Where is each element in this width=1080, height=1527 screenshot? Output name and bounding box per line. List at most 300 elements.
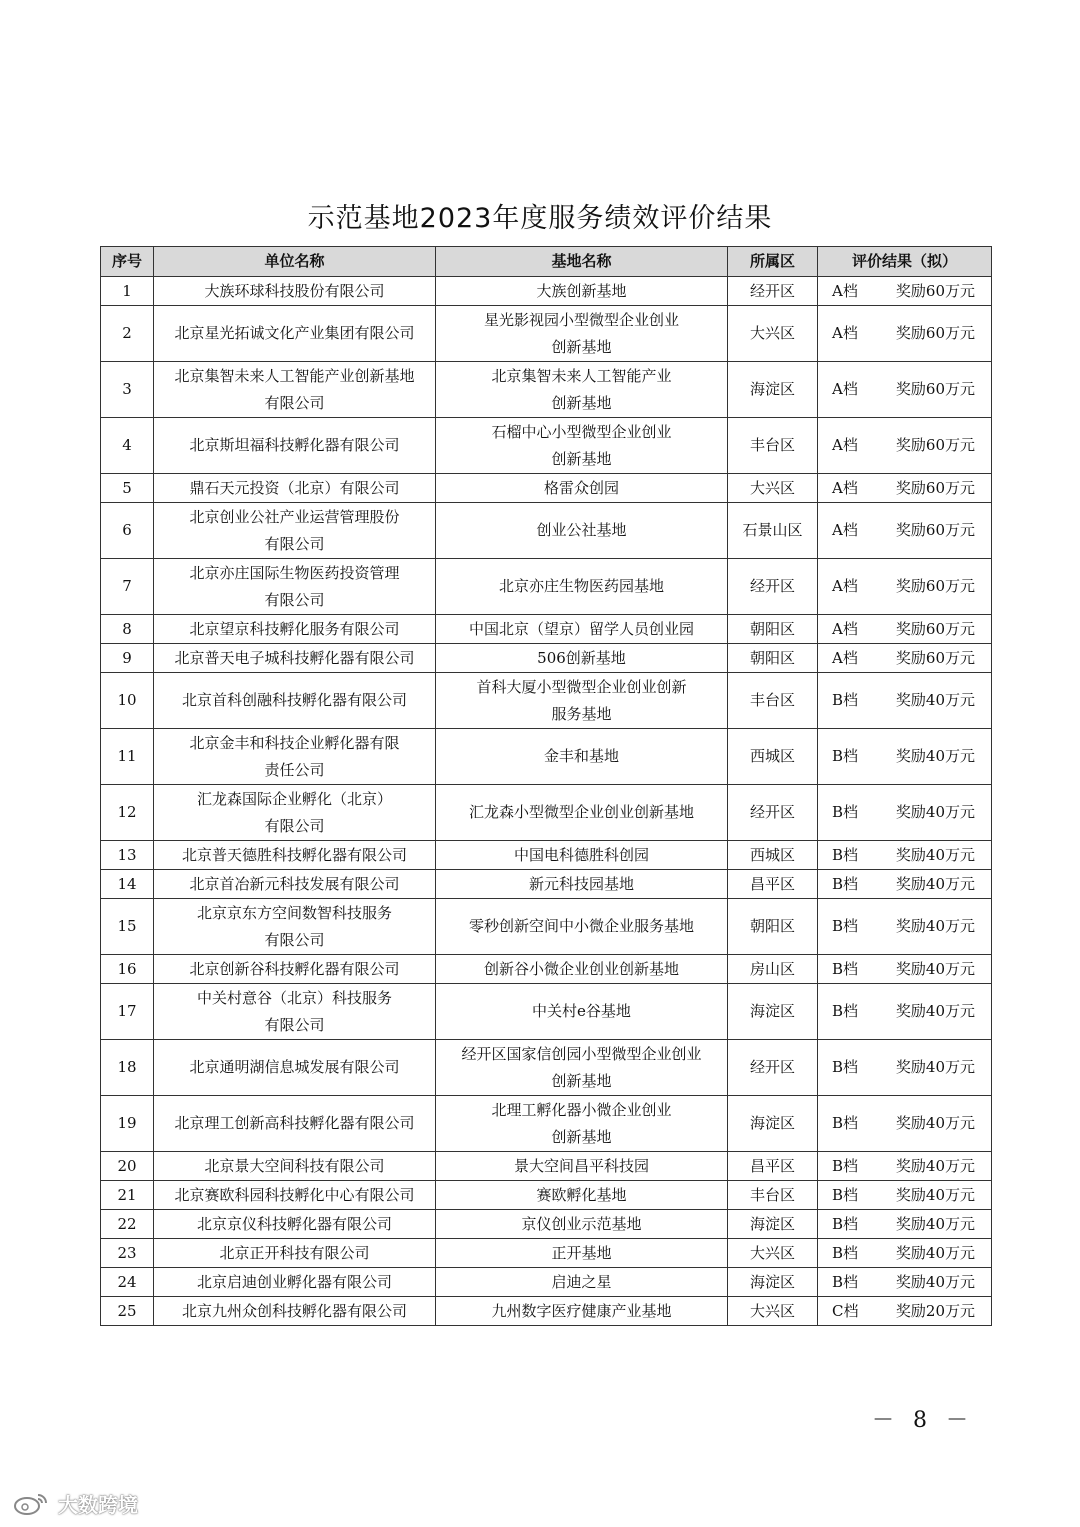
district: 石景山区 (728, 503, 818, 559)
base-name (436, 1040, 728, 1096)
table-row (101, 1268, 992, 1297)
unit-line: 大族环球科技股份有限公司 (204, 281, 385, 300)
unit-name (154, 277, 436, 306)
base-line: 中关村e谷基地 (532, 1002, 631, 1020)
result-wrap (822, 432, 987, 459)
grade: B档 (832, 1272, 859, 1291)
result-wrap (822, 1110, 987, 1137)
grade: B档 (832, 845, 859, 864)
table-row (101, 277, 992, 306)
grade: B档 (832, 959, 859, 978)
result-wrap (822, 799, 987, 826)
table-row (101, 899, 992, 955)
unit-line: 有限公司 (264, 590, 325, 609)
base-line: 新元科技园基地 (528, 874, 634, 893)
row-number: 24 (101, 1268, 154, 1297)
district: 经开区 (728, 785, 818, 841)
result-wrap (822, 871, 987, 898)
unit-line: 北京集智未来人工智能产业创新基地 (174, 366, 415, 385)
reward: 奖励40万元 (895, 1272, 975, 1291)
unit-name (154, 729, 436, 785)
evaluation-result (818, 277, 992, 306)
row-number: 9 (101, 644, 154, 673)
reward: 奖励40万元 (895, 1185, 975, 1204)
grade: B档 (832, 1002, 859, 1020)
unit-name (154, 1239, 436, 1268)
base-line: 创新基地 (551, 393, 612, 412)
row-number: 1 (101, 277, 154, 306)
unit-name (154, 984, 436, 1040)
table-header-row (101, 247, 992, 277)
table-row (101, 729, 992, 785)
reward: 奖励40万元 (895, 1214, 975, 1233)
table-row (101, 1297, 992, 1326)
result-wrap (822, 645, 987, 672)
unit-line: 北京亦庄国际生物医药投资管理 (189, 563, 400, 582)
reward: 奖励60万元 (895, 577, 975, 595)
row-number: 23 (101, 1239, 154, 1268)
district: 朝阳区 (728, 899, 818, 955)
reward: 奖励40万元 (895, 803, 975, 821)
result-wrap (822, 475, 987, 502)
base-name (436, 729, 728, 785)
row-number: 12 (101, 785, 154, 841)
row-number: 15 (101, 899, 154, 955)
reward: 奖励60万元 (895, 521, 975, 539)
base-line: 经开区国家信创园小型微型企业创业 (461, 1044, 702, 1063)
base-name (436, 1268, 728, 1297)
unit-name (154, 673, 436, 729)
base-line: 正开基地 (551, 1243, 612, 1262)
unit-line: 有限公司 (264, 534, 325, 553)
base-line: 北京集智未来人工智能产业 (491, 366, 672, 385)
table-row (101, 841, 992, 870)
unit-name (154, 306, 436, 362)
evaluation-result (818, 899, 992, 955)
unit-name (154, 1152, 436, 1181)
row-number: 7 (101, 559, 154, 615)
evaluation-result (818, 306, 992, 362)
grade: A档 (832, 436, 858, 454)
base-name (436, 841, 728, 870)
base-name (436, 1096, 728, 1152)
grade: B档 (832, 1156, 859, 1175)
row-number: 11 (101, 729, 154, 785)
base-line: 京仪创业示范基地 (521, 1214, 642, 1233)
unit-line: 鼎石天元投资（北京）有限公司 (189, 478, 400, 497)
base-line: 北京亦庄生物医药园基地 (498, 577, 664, 595)
base-name (436, 1297, 728, 1326)
grade: B档 (832, 747, 859, 765)
base-line: 九州数字医疗健康产业基地 (491, 1301, 672, 1320)
reward: 奖励40万元 (895, 1243, 975, 1262)
base-line: 创新基地 (551, 1127, 612, 1146)
grade: B档 (832, 1185, 859, 1204)
evaluation-result (818, 615, 992, 644)
base-line: 启迪之星 (551, 1272, 612, 1291)
base-line: 金丰和基地 (543, 747, 619, 765)
unit-line: 北京金丰和科技企业孵化器有限 (189, 733, 400, 752)
result-wrap (822, 573, 987, 600)
base-line: 石榴中心小型微型企业创业 (491, 422, 672, 441)
unit-name (154, 1210, 436, 1239)
base-name (436, 418, 728, 474)
grade: B档 (832, 1243, 859, 1262)
unit-line: 北京普天德胜科技孵化器有限公司 (181, 845, 407, 864)
unit-name (154, 1297, 436, 1326)
result-wrap (822, 1269, 987, 1296)
row-number: 6 (101, 503, 154, 559)
evaluation-result (818, 841, 992, 870)
base-name (436, 1239, 728, 1268)
evaluation-result (818, 474, 992, 503)
unit-line: 北京赛欧科园科技孵化中心有限公司 (174, 1185, 415, 1204)
grade: A档 (832, 648, 858, 667)
table-row (101, 474, 992, 503)
grade: A档 (832, 478, 858, 497)
result-wrap (822, 278, 987, 305)
unit-line: 北京京仪科技孵化器有限公司 (196, 1214, 392, 1233)
row-number: 5 (101, 474, 154, 503)
reward: 奖励60万元 (895, 380, 975, 398)
row-number: 8 (101, 615, 154, 644)
unit-name (154, 1040, 436, 1096)
unit-line: 北京景大空间科技有限公司 (204, 1156, 385, 1175)
base-line: 北理工孵化器小微企业创业 (491, 1100, 672, 1119)
base-line: 创新基地 (551, 449, 612, 468)
district: 海淀区 (728, 1096, 818, 1152)
evaluation-result (818, 1239, 992, 1268)
table-row (101, 418, 992, 474)
unit-line: 北京正开科技有限公司 (219, 1243, 370, 1262)
evaluation-result (818, 729, 992, 785)
unit-line: 北京理工创新高科技孵化器有限公司 (174, 1114, 415, 1132)
district: 朝阳区 (728, 644, 818, 673)
unit-name (154, 785, 436, 841)
table-row (101, 673, 992, 729)
base-line: 服务基地 (551, 704, 612, 723)
reward: 奖励40万元 (895, 1058, 975, 1076)
district: 大兴区 (728, 306, 818, 362)
table-row (101, 559, 992, 615)
grade: A档 (832, 577, 858, 595)
base-line: 零秒创新空间中小微企业服务基地 (468, 917, 694, 935)
unit-name (154, 559, 436, 615)
header-base: 基地名称 (436, 247, 728, 277)
row-number: 3 (101, 362, 154, 418)
base-name (436, 870, 728, 899)
evaluation-result (818, 1210, 992, 1239)
base-line: 景大空间昌平科技园 (513, 1156, 649, 1175)
unit-line: 有限公司 (264, 393, 325, 412)
watermark-text: 大数跨境 (58, 1493, 138, 1517)
result-wrap (822, 743, 987, 770)
unit-name (154, 644, 436, 673)
row-number: 20 (101, 1152, 154, 1181)
base-name (436, 899, 728, 955)
district: 昌平区 (728, 1152, 818, 1181)
table-row (101, 785, 992, 841)
evaluation-result (818, 503, 992, 559)
row-number: 17 (101, 984, 154, 1040)
district: 大兴区 (728, 1239, 818, 1268)
reward: 奖励60万元 (895, 324, 975, 342)
row-number: 21 (101, 1181, 154, 1210)
unit-line: 北京星光拓诚文化产业集团有限公司 (174, 324, 415, 342)
reward: 奖励60万元 (895, 648, 975, 667)
result-wrap (822, 913, 987, 940)
evaluation-result (818, 1040, 992, 1096)
result-wrap (822, 1054, 987, 1081)
reward: 奖励40万元 (895, 959, 975, 978)
table-row (101, 955, 992, 984)
unit-line: 北京望京科技孵化服务有限公司 (189, 619, 400, 638)
reward: 奖励40万元 (895, 691, 975, 709)
base-line: 创新基地 (551, 1071, 612, 1090)
evaluation-result (818, 559, 992, 615)
evaluation-result (818, 1268, 992, 1297)
watermark (12, 1489, 138, 1518)
unit-line: 北京创业公社产业运营管理股份 (189, 507, 400, 526)
reward: 奖励40万元 (895, 845, 975, 864)
evaluation-result (818, 1181, 992, 1210)
row-number: 2 (101, 306, 154, 362)
district: 昌平区 (728, 870, 818, 899)
result-wrap (822, 320, 987, 347)
base-name (436, 644, 728, 673)
evaluation-result (818, 644, 992, 673)
base-name (436, 306, 728, 362)
district: 经开区 (728, 559, 818, 615)
base-name (436, 362, 728, 418)
base-name (436, 673, 728, 729)
district: 丰台区 (728, 418, 818, 474)
base-name (436, 277, 728, 306)
result-wrap (822, 1182, 987, 1209)
table-row (101, 1096, 992, 1152)
grade: A档 (832, 380, 858, 398)
district: 大兴区 (728, 1297, 818, 1326)
district: 丰台区 (728, 1181, 818, 1210)
table-row (101, 615, 992, 644)
reward: 奖励60万元 (895, 281, 975, 300)
result-wrap (822, 376, 987, 403)
evaluation-result (818, 418, 992, 474)
base-line: 星光影视园小型微型企业创业 (483, 310, 679, 329)
table-row (101, 644, 992, 673)
row-number: 19 (101, 1096, 154, 1152)
reward: 奖励40万元 (895, 1114, 975, 1132)
evaluation-result (818, 870, 992, 899)
base-name (436, 615, 728, 644)
evaluation-result (818, 1297, 992, 1326)
table-row (101, 1210, 992, 1239)
header-result: 评价结果（拟） (818, 247, 992, 277)
grade: B档 (832, 1214, 859, 1233)
base-line: 创新基地 (551, 337, 612, 356)
unit-line: 有限公司 (264, 1015, 325, 1034)
unit-line: 汇龙森国际企业孵化（北京） (196, 789, 392, 808)
row-number: 18 (101, 1040, 154, 1096)
reward: 奖励40万元 (895, 1002, 975, 1020)
unit-name (154, 1181, 436, 1210)
base-line: 赛欧孵化基地 (536, 1185, 627, 1204)
reward: 奖励60万元 (895, 436, 975, 454)
table-row (101, 870, 992, 899)
district: 海淀区 (728, 362, 818, 418)
unit-name (154, 615, 436, 644)
base-name (436, 1181, 728, 1210)
grade: A档 (832, 521, 858, 539)
grade: B档 (832, 803, 859, 821)
reward: 奖励40万元 (895, 1156, 975, 1175)
result-wrap (822, 1211, 987, 1238)
table-row (101, 1152, 992, 1181)
evaluation-result (818, 673, 992, 729)
evaluation-result (818, 362, 992, 418)
results-table (100, 246, 992, 1326)
unit-line: 中关村意谷（北京）科技服务 (196, 988, 392, 1007)
row-number: 13 (101, 841, 154, 870)
unit-line: 北京斯坦福科技孵化器有限公司 (189, 436, 400, 454)
reward: 奖励60万元 (895, 478, 975, 497)
reward: 奖励20万元 (895, 1301, 975, 1320)
district: 大兴区 (728, 474, 818, 503)
base-name (436, 955, 728, 984)
result-wrap (822, 1240, 987, 1267)
evaluation-result (818, 955, 992, 984)
unit-name (154, 474, 436, 503)
grade: B档 (832, 917, 859, 935)
reward: 奖励40万元 (895, 747, 975, 765)
grade: B档 (832, 1058, 859, 1076)
grade: B档 (832, 1114, 859, 1132)
row-number: 4 (101, 418, 154, 474)
base-line: 创新谷小微企业创业创新基地 (483, 959, 679, 978)
district: 房山区 (728, 955, 818, 984)
district: 海淀区 (728, 984, 818, 1040)
result-wrap (822, 517, 987, 544)
base-line: 汇龙森小型微型企业创业创新基地 (468, 803, 694, 821)
reward: 奖励40万元 (895, 874, 975, 893)
unit-name (154, 362, 436, 418)
base-name (436, 1152, 728, 1181)
unit-line: 有限公司 (264, 930, 325, 949)
result-wrap (822, 956, 987, 983)
unit-name (154, 1096, 436, 1152)
grade: B档 (832, 691, 859, 709)
base-line: 506创新基地 (537, 648, 626, 667)
unit-name (154, 503, 436, 559)
row-number: 22 (101, 1210, 154, 1239)
weibo-logo-icon (12, 1491, 52, 1517)
evaluation-result (818, 785, 992, 841)
evaluation-result (818, 1152, 992, 1181)
base-name (436, 559, 728, 615)
unit-line: 北京普天电子城科技孵化器有限公司 (174, 648, 415, 667)
unit-line: 北京九州众创科技孵化器有限公司 (181, 1301, 407, 1320)
unit-line: 北京京东方空间数智科技服务 (196, 903, 392, 922)
grade: A档 (832, 619, 858, 638)
header-no: 序号 (101, 247, 154, 277)
grade: C档 (832, 1301, 859, 1320)
table-row (101, 1040, 992, 1096)
unit-name (154, 955, 436, 984)
unit-name (154, 870, 436, 899)
result-wrap (822, 1153, 987, 1180)
header-district: 所属区 (728, 247, 818, 277)
district: 海淀区 (728, 1268, 818, 1297)
district: 海淀区 (728, 1210, 818, 1239)
result-wrap (822, 998, 987, 1025)
header-unit: 单位名称 (154, 247, 436, 277)
base-line: 中国北京（望京）留学人员创业园 (468, 619, 694, 638)
district: 经开区 (728, 277, 818, 306)
district: 朝阳区 (728, 615, 818, 644)
base-line: 首科大厦小型微型企业创业创新 (476, 677, 687, 696)
table-row (101, 1181, 992, 1210)
base-name (436, 984, 728, 1040)
row-number: 16 (101, 955, 154, 984)
district: 西城区 (728, 841, 818, 870)
unit-name (154, 899, 436, 955)
base-name (436, 474, 728, 503)
base-name (436, 503, 728, 559)
base-line: 创业公社基地 (536, 521, 627, 539)
unit-line: 北京通明湖信息城发展有限公司 (189, 1058, 400, 1076)
table-row (101, 362, 992, 418)
table-row (101, 1239, 992, 1268)
result-wrap (822, 687, 987, 714)
unit-line: 北京首科创融科技孵化器有限公司 (181, 691, 407, 709)
evaluation-result (818, 984, 992, 1040)
base-line: 格雷众创园 (543, 478, 619, 497)
grade: A档 (832, 281, 858, 300)
table-row (101, 984, 992, 1040)
reward: 奖励60万元 (895, 619, 975, 638)
unit-name (154, 841, 436, 870)
result-wrap (822, 616, 987, 643)
unit-line: 有限公司 (264, 816, 325, 835)
base-name (436, 785, 728, 841)
unit-line: 北京启迪创业孵化器有限公司 (196, 1272, 392, 1291)
result-wrap (822, 1298, 987, 1325)
unit-line: 北京首冶新元科技发展有限公司 (189, 874, 400, 893)
district: 经开区 (728, 1040, 818, 1096)
evaluation-result (818, 1096, 992, 1152)
base-line: 大族创新基地 (536, 281, 627, 300)
document-title: 示范基地2023年度服务绩效评价结果 (307, 203, 773, 234)
unit-name (154, 418, 436, 474)
district: 丰台区 (728, 673, 818, 729)
row-number: 10 (101, 673, 154, 729)
grade: B档 (832, 874, 859, 893)
grade: A档 (832, 324, 858, 342)
base-name (436, 1210, 728, 1239)
table-row (101, 503, 992, 559)
row-number: 14 (101, 870, 154, 899)
result-wrap (822, 842, 987, 869)
unit-name (154, 1268, 436, 1297)
page-number: － 8 － (872, 1408, 974, 1433)
base-line: 中国电科德胜科创园 (513, 845, 649, 864)
district: 西城区 (728, 729, 818, 785)
unit-line: 责任公司 (264, 760, 325, 779)
unit-line: 北京创新谷科技孵化器有限公司 (189, 959, 400, 978)
reward: 奖励40万元 (895, 917, 975, 935)
row-number: 25 (101, 1297, 154, 1326)
table-row (101, 306, 992, 362)
